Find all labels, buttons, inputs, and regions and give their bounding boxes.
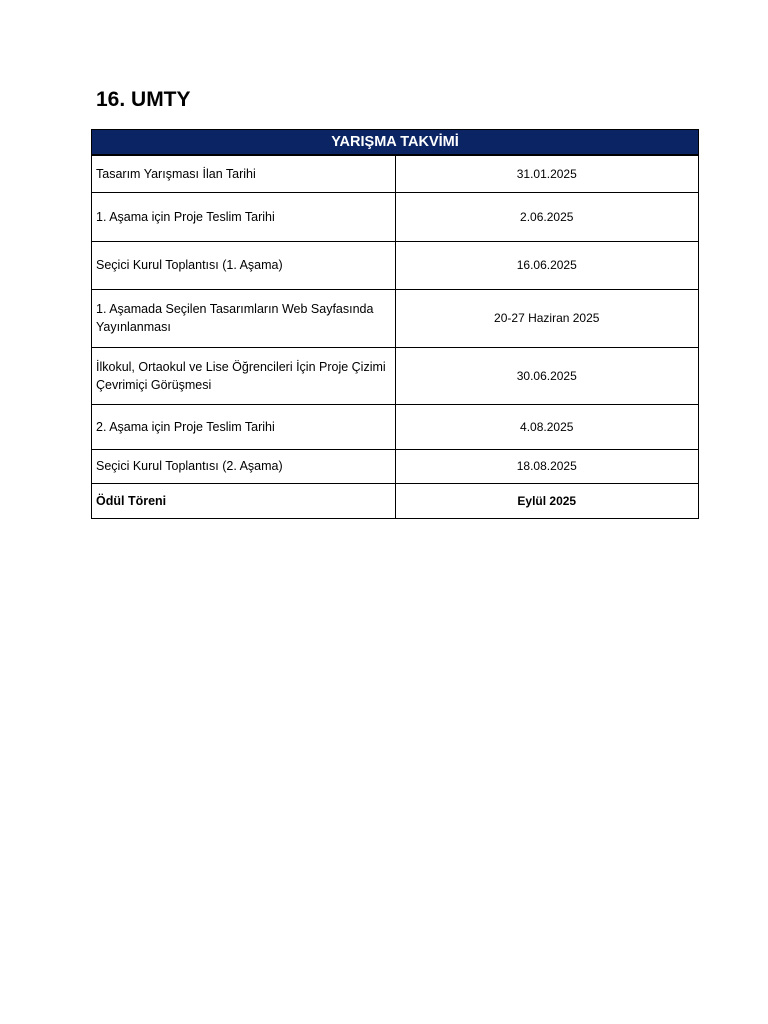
date-cell: 30.06.2025	[395, 347, 699, 404]
table-header: YARIŞMA TAKVİMİ	[92, 130, 699, 156]
table-row	[92, 289, 699, 347]
table-row	[92, 192, 699, 241]
event-cell: 1. Aşamada Seçilen Tasarımların Web Sayfasında Yayınlanması	[92, 289, 396, 347]
event-cell: 1. Aşama için Proje Teslim Tarihi	[92, 192, 396, 241]
event-cell: Ödül Töreni	[92, 483, 396, 518]
event-cell: Tasarım Yarışması İlan Tarihi	[92, 155, 396, 192]
table-row	[92, 483, 699, 518]
date-cell: Eylül 2025	[395, 483, 699, 518]
table-row	[92, 449, 699, 483]
table-header-row	[92, 130, 699, 156]
table-row	[92, 155, 699, 192]
date-cell: 31.01.2025	[395, 155, 699, 192]
event-cell: İlkokul, Ortaokul ve Lise Öğrencileri İçin Proje Çizimi Çevrimiçi Görüşmesi	[92, 347, 396, 404]
date-cell: 18.08.2025	[395, 449, 699, 483]
event-cell: Seçici Kurul Toplantısı (1. Aşama)	[92, 241, 396, 289]
date-cell: 20-27 Haziran 2025	[395, 289, 699, 347]
table-row	[92, 347, 699, 404]
table-row	[92, 404, 699, 449]
date-cell: 16.06.2025	[395, 241, 699, 289]
event-cell: Seçici Kurul Toplantısı (2. Aşama)	[92, 449, 396, 483]
date-cell: 2.06.2025	[395, 192, 699, 241]
date-cell: 4.08.2025	[395, 404, 699, 449]
table-row	[92, 241, 699, 289]
page-title: 16. UMTY	[96, 88, 191, 111]
event-cell: 2. Aşama için Proje Teslim Tarihi	[92, 404, 396, 449]
competition-schedule-table	[91, 129, 699, 519]
